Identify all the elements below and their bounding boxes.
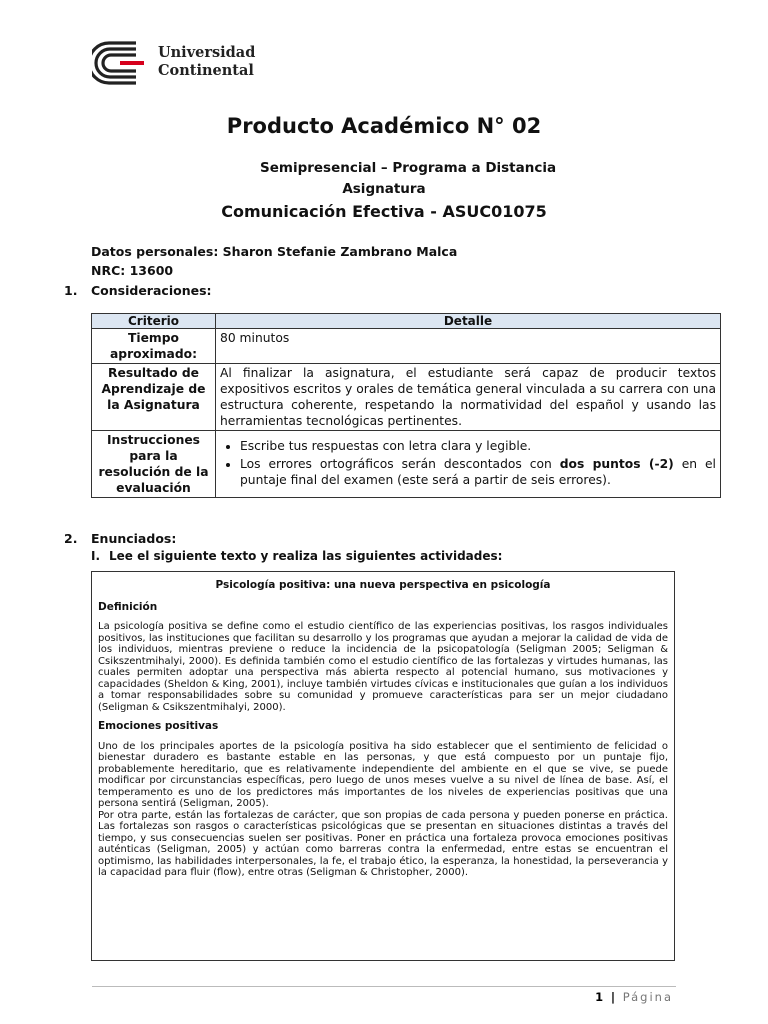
detail-cell: Al finalizar la asignatura, el estudiante será capaz de producir textos expositivos escritos y orales de temática general vinculada a su carrera con una estructura coherente, respetando la normatividad del español y usando las herramientas tecnológicas pertinentes. bbox=[216, 364, 721, 431]
reading-box bbox=[91, 571, 675, 961]
course-name: Comunicación Efectiva - ASUC01075 bbox=[221, 202, 547, 221]
section-1-heading bbox=[64, 283, 212, 298]
reading-title: Psicología positiva: una nueva perspectiva en psicología bbox=[215, 579, 551, 591]
reading-heading-definition: Definición bbox=[98, 600, 158, 613]
page-label: Página bbox=[622, 990, 673, 1004]
section-2-label: Enunciados: bbox=[91, 531, 177, 546]
modality: Semipresencial – Programa a Distancia bbox=[260, 160, 557, 176]
item-1-number: I. bbox=[91, 549, 101, 563]
reading-paragraph: Uno de los principales aportes de la psicología positiva ha sido establecer que el sentimiento de felicidad o bienestar duradero es bastante estable en las personas, y que está compuesto por un puntaje fijo, probablemente hereditario, que es relativamente independiente del ambiente en el que se vive, se puede modificar por circunstancias específicas, pero luego de unos meses vuelve a su nivel de línea de base. Así, el temperamento es uno de los predictores más importantes de los niveles de experiencias positivas que una persona sentirá (Seligman, 2005). bbox=[98, 740, 668, 809]
criterion-cell: Resultado de Aprendizaje de la Asignatura bbox=[92, 364, 216, 431]
continental-logo-icon bbox=[92, 40, 152, 86]
item-1-label: Lee el siguiente texto y realiza las siguientes actividades: bbox=[109, 549, 503, 563]
reading-paragraph: Por otra parte, están las fortalezas de carácter, que son propias de cada persona y pueden ponerse en práctica. Las fortalezas son rasgos o características psicológicas que se presentan en situaciones distintas a través del tiempo, y sus consecuencias suelen ser positivas. Poner en práctica una fortaleza provoca emociones positivas auténticas (Seligman, 2005) y actúan como barreras contra la enfermedad, entre estas se encuentran el optimismo, las habilidades interpersonales, la fe, el trabajo ético, la esperanza, la honestidad, la perseverancia y la capacidad para fluir (flow), entre otras (Seligman & Christopher, 2000). bbox=[98, 809, 668, 878]
logo-line-1: Universidad bbox=[158, 44, 256, 61]
table-header-detail: Detalle bbox=[216, 314, 721, 329]
nrc: NRC: 13600 bbox=[91, 263, 174, 278]
footer-separator: | bbox=[610, 990, 618, 1004]
table-row bbox=[92, 329, 721, 364]
page-title: Producto Académico N° 02 bbox=[226, 114, 542, 138]
item-1-heading bbox=[91, 549, 502, 563]
detail-cell: 80 minutos bbox=[216, 329, 721, 364]
subject-label: Asignatura bbox=[342, 181, 426, 197]
table-header-row bbox=[92, 314, 721, 329]
section-2-heading bbox=[64, 531, 176, 546]
section-2-number: 2. bbox=[64, 531, 78, 546]
university-logo bbox=[92, 40, 262, 86]
instruction-text-bold: dos puntos (-2) bbox=[559, 457, 674, 471]
instruction-text-pre: Los errores ortográficos serán descontados con bbox=[240, 457, 560, 471]
section-1-number: 1. bbox=[64, 283, 78, 298]
table-row bbox=[92, 431, 721, 498]
criterion-cell: Instrucciones para la resolución de la evaluación bbox=[92, 431, 216, 498]
reading-heading-emotions: Emociones positivas bbox=[98, 720, 219, 732]
reading-paragraph: La psicología positiva se define como el estudio científico de las experiencias positivas, los rasgos individuales positivos, las instituciones que facilitan su desarrollo y los programas que ayudan a mejorar la calidad de vida de los individuos, mientras previene o reduce la incidencia de la psicopatología (Seligman 2005; Seligman & Csikszentmihalyi, 2000). Es definida también como el estudio científico de las fortalezas y virtudes humanas, las cuales permiten adoptar una perspectiva más abierta respecto al potencial humano, sus motivaciones y capacidades (Sheldon & King, 2001), incluye también virtudes cívicas e institucionales que guían a los individuos a tomar responsabilidades sobre su comunidad y promueve características para ser un mejor ciudadano (Seligman & Csikszentmihalyi, 2000). bbox=[98, 621, 668, 713]
section-1-label: Consideraciones: bbox=[91, 283, 212, 298]
logo-line-2: Continental bbox=[158, 62, 254, 79]
footer-divider bbox=[92, 986, 676, 987]
list-item: • Escribe tus respuestas con letra clara y legible. bbox=[240, 438, 716, 454]
instructions-list bbox=[220, 438, 716, 488]
page-number: 1 bbox=[595, 990, 606, 1004]
instruction-text-post: en el puntaje final del examen (este será a partir de seis errores). bbox=[240, 457, 716, 487]
table-row bbox=[92, 364, 721, 431]
detail-cell bbox=[216, 431, 721, 498]
criterion-cell: Tiempo aproximado: bbox=[92, 329, 216, 364]
list-item bbox=[240, 456, 716, 488]
page-footer bbox=[595, 990, 673, 1004]
considerations-table bbox=[91, 313, 721, 498]
table-header-criterion: Criterio bbox=[92, 314, 216, 329]
personal-data: Datos personales: Sharon Stefanie Zambrano Malca bbox=[91, 244, 458, 259]
